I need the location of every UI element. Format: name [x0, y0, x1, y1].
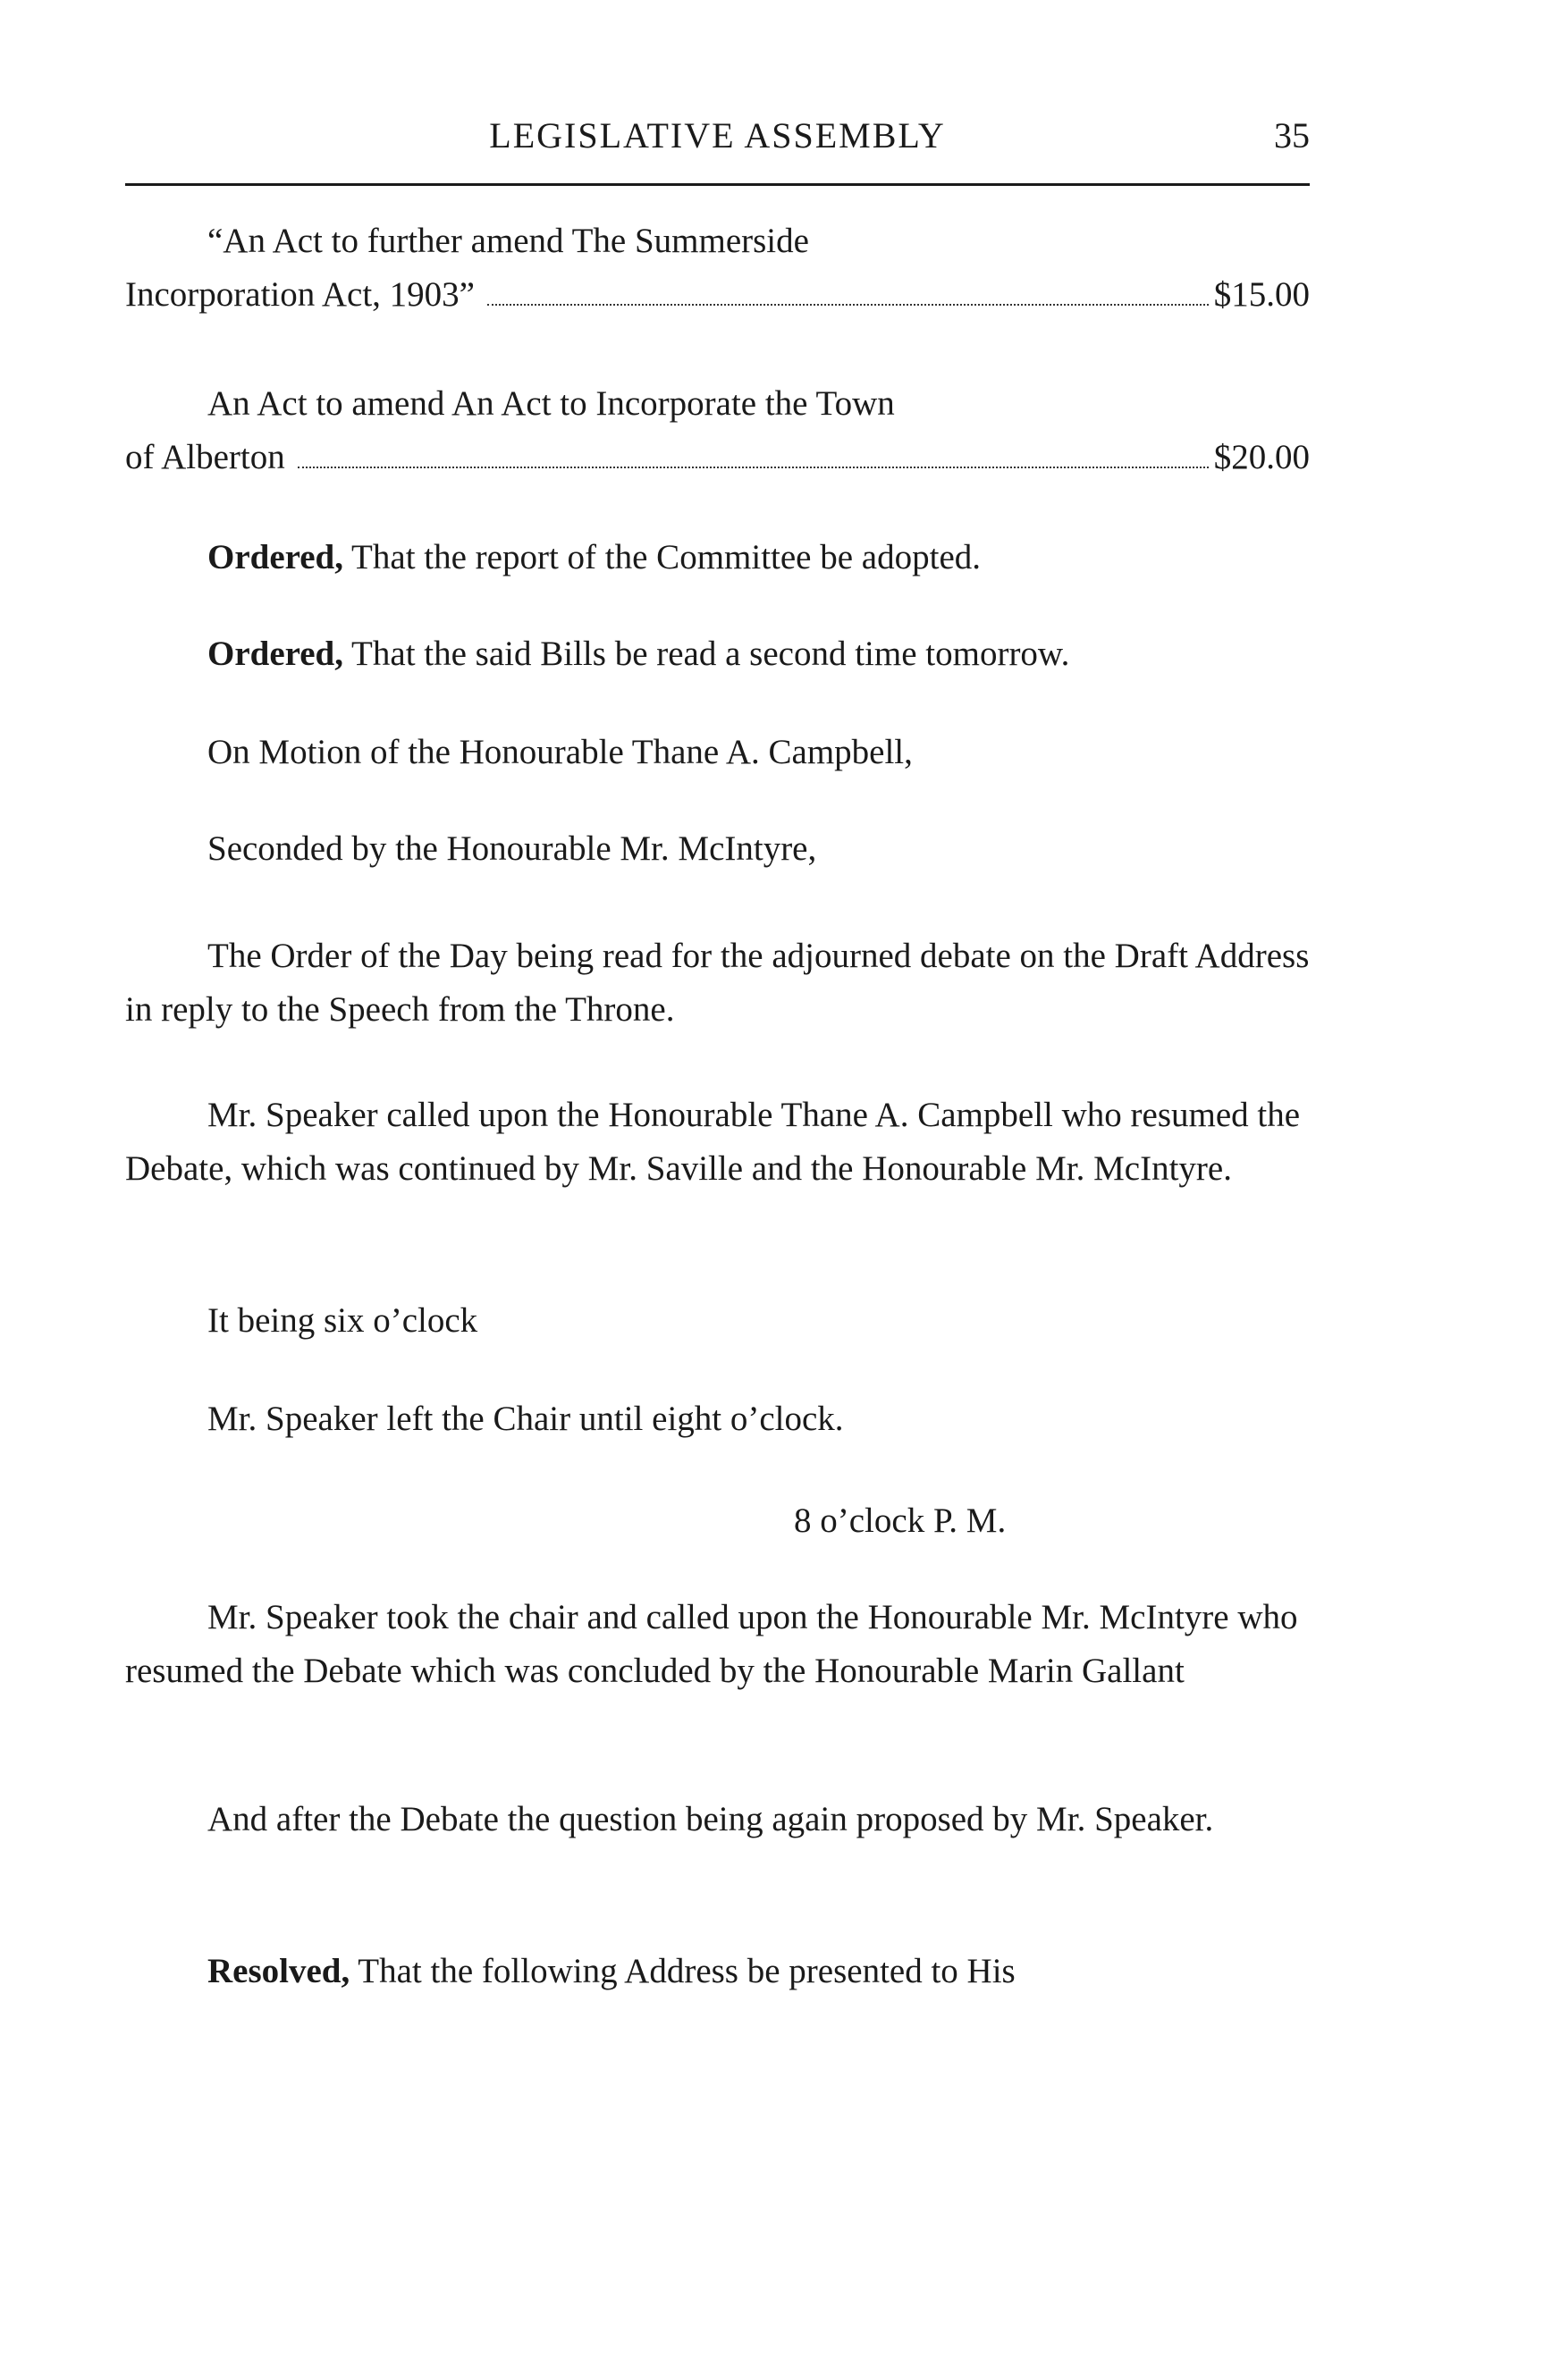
- header-rule: [125, 183, 1310, 186]
- order-of-day-text: The Order of the Day being read for the adjourned debate on the Draft Address in reply to the Speech from the Throne.: [125, 937, 1310, 1029]
- took-chair-paragraph: [125, 1591, 1310, 1698]
- order-of-day-paragraph: [125, 929, 1310, 1037]
- bill-fee-line: [125, 268, 1310, 322]
- bill-title-line: An Act to amend An Act to Incorporate the Town: [207, 384, 895, 423]
- page-number: 35: [1274, 115, 1310, 156]
- bill-fee-amount: $15.00: [1213, 275, 1310, 314]
- seconded-text: Seconded by the Honourable Mr. McIntyre,: [207, 829, 817, 868]
- resolved-paragraph: [125, 1945, 1310, 1998]
- speaker-called-text: Mr. Speaker called upon the Honourable Thane A. Campbell who resumed the Debate, which was continued by Mr. Saville and the Honourable Mr. McIntyre.: [125, 1096, 1301, 1188]
- bill-entry-alberton: [125, 377, 1310, 484]
- order-paragraph: [125, 531, 1310, 584]
- resolved-lead: Resolved,: [207, 1952, 350, 1990]
- bill-entry-summerside: [125, 214, 1310, 322]
- running-head: [125, 114, 1310, 168]
- order-lead: Ordered,: [207, 635, 344, 673]
- after-debate-text: And after the Debate the question being again proposed by Mr. Speaker.: [207, 1800, 1214, 1838]
- motion-paragraph: [125, 726, 1310, 779]
- bill-title-line: “An Act to further amend The Summerside: [207, 222, 809, 260]
- order-text: That the report of the Committee be adopted.: [343, 538, 982, 576]
- time-heading: [125, 1494, 1310, 1548]
- bill-fee-line: [125, 431, 1310, 484]
- speaker-called-paragraph: [125, 1089, 1310, 1196]
- bill-title-continuation: of Alberton: [125, 438, 285, 476]
- left-chair-text: Mr. Speaker left the Chair until eight o’clock.: [207, 1400, 844, 1438]
- resolved-text: That the following Address be presented to His: [350, 1952, 1016, 1990]
- after-debate-paragraph: [125, 1793, 1310, 1846]
- seconded-paragraph: [125, 822, 1310, 876]
- left-chair-paragraph: [125, 1392, 1310, 1446]
- six-oclock-text: It being six o’clock: [207, 1301, 478, 1340]
- took-chair-text: Mr. Speaker took the chair and called upon the Honourable Mr. McIntyre who resumed the Debate which was concluded by the Honourable Marin Gallant: [125, 1598, 1298, 1690]
- dot-leader: [487, 304, 1209, 306]
- time-heading-text: 8 o’clock P. M.: [794, 1501, 1007, 1540]
- order-lead: Ordered,: [207, 538, 344, 576]
- running-title: LEGISLATIVE ASSEMBLY: [489, 115, 946, 156]
- dot-leader: [298, 467, 1209, 468]
- bill-fee-amount: $20.00: [1213, 438, 1310, 476]
- six-oclock-paragraph: [125, 1294, 1310, 1348]
- order-paragraph: [125, 627, 1310, 681]
- motion-text: On Motion of the Honourable Thane A. Campbell,: [207, 733, 913, 771]
- order-text: That the said Bills be read a second time tomorrow.: [343, 635, 1070, 673]
- bill-title-continuation: Incorporation Act, 1903”: [125, 275, 475, 314]
